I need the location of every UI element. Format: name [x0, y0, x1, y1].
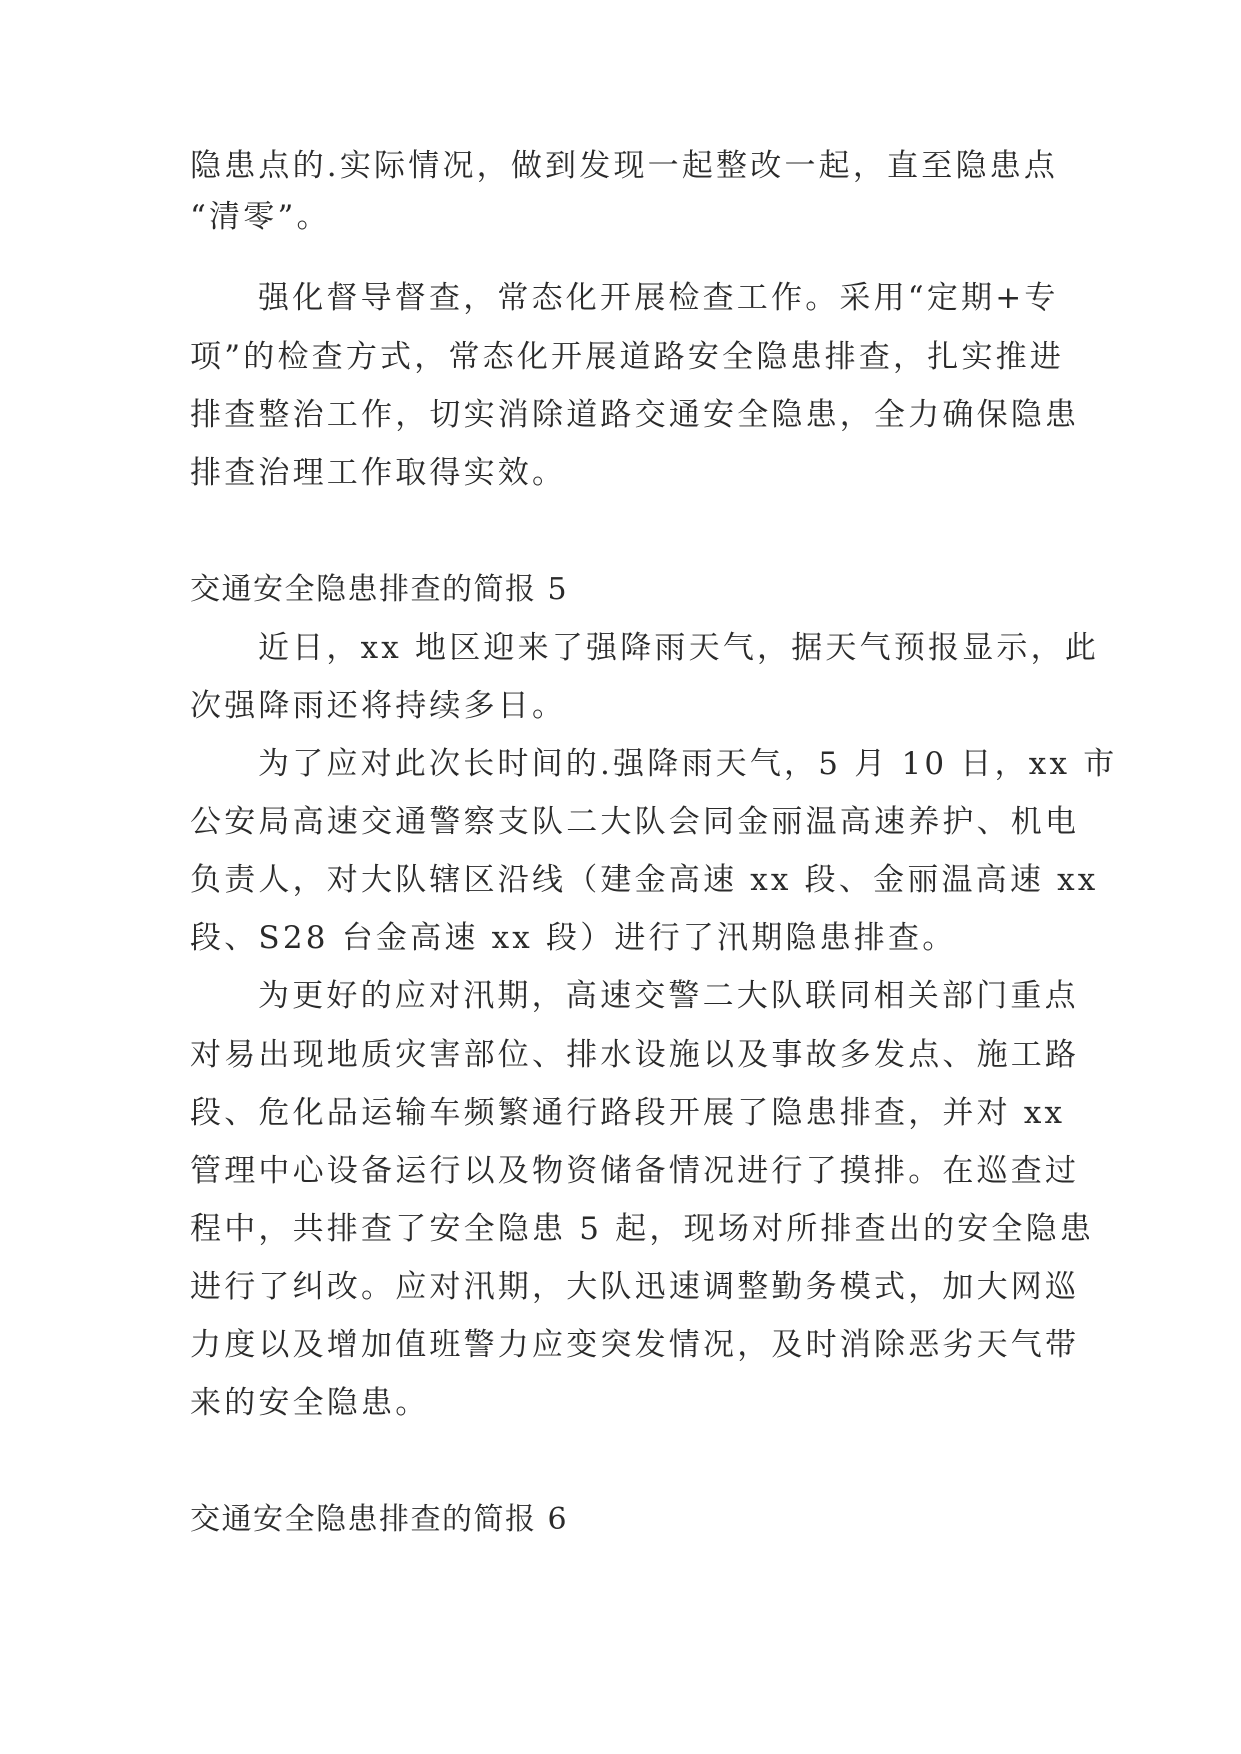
paragraph-line: 段、S28 台金高速 xx 段）进行了汛期隐患排查。 [190, 920, 957, 956]
paragraph-line: 管理中心设备运行以及物资储备情况进行了摸排。在巡查过 [190, 1153, 1080, 1189]
paragraph-line: 次强降雨还将持续多日。 [190, 688, 567, 724]
paragraph-line: 公安局高速交通警察支队二大队会同金丽温高速养护、机电 [190, 804, 1080, 840]
section-heading: 交通安全隐患排查的简报 5 [190, 572, 569, 607]
paragraph-line: 排查治理工作取得实效。 [190, 455, 567, 491]
paragraph-line: 负责人，对大队辖区沿线（建金高速 xx 段、金丽温高速 xx [190, 862, 1099, 898]
paragraph-line: 为更好的应对汛期，高速交警二大队联同相关部门重点 [258, 978, 1079, 1014]
paragraph-line: 对易出现地质灾害部位、排水设施以及事故多发点、施工路 [190, 1037, 1080, 1073]
paragraph-line: 为了应对此次长时间的.强降雨天气，5 月 10 日，xx 市 [258, 746, 1118, 782]
paragraph-line: “清零”。 [190, 199, 331, 235]
paragraph-line: 力度以及增加值班警力应变突发情况，及时消除恶劣天气带 [190, 1327, 1080, 1363]
paragraph-line: 段、危化品运输车频繁通行路段开展了隐患排查，并对 xx [190, 1095, 1066, 1131]
paragraph-line: 项”的检查方式，常态化开展道路安全隐患排查，扎实推进 [190, 339, 1065, 375]
section-heading: 交通安全隐患排查的简报 6 [190, 1502, 569, 1537]
paragraph-line: 排查整治工作，切实消除道路交通安全隐患，全力确保隐患 [190, 397, 1080, 433]
paragraph-line: 隐患点的.实际情况，做到发现一起整改一起，直至隐患点 [190, 148, 1059, 184]
paragraph-line: 近日，xx 地区迎来了强降雨天气，据天气预报显示，此 [258, 630, 1100, 666]
paragraph-line: 进行了纠改。应对汛期，大队迅速调整勤务模式，加大网巡 [190, 1269, 1080, 1305]
paragraph-line: 强化督导督查，常态化开展检查工作。采用“定期+专 [258, 280, 1059, 316]
paragraph-line: 来的安全隐患。 [190, 1385, 430, 1421]
paragraph-line: 程中，共排查了安全隐患 5 起，现场对所排查出的安全隐患 [190, 1211, 1095, 1247]
